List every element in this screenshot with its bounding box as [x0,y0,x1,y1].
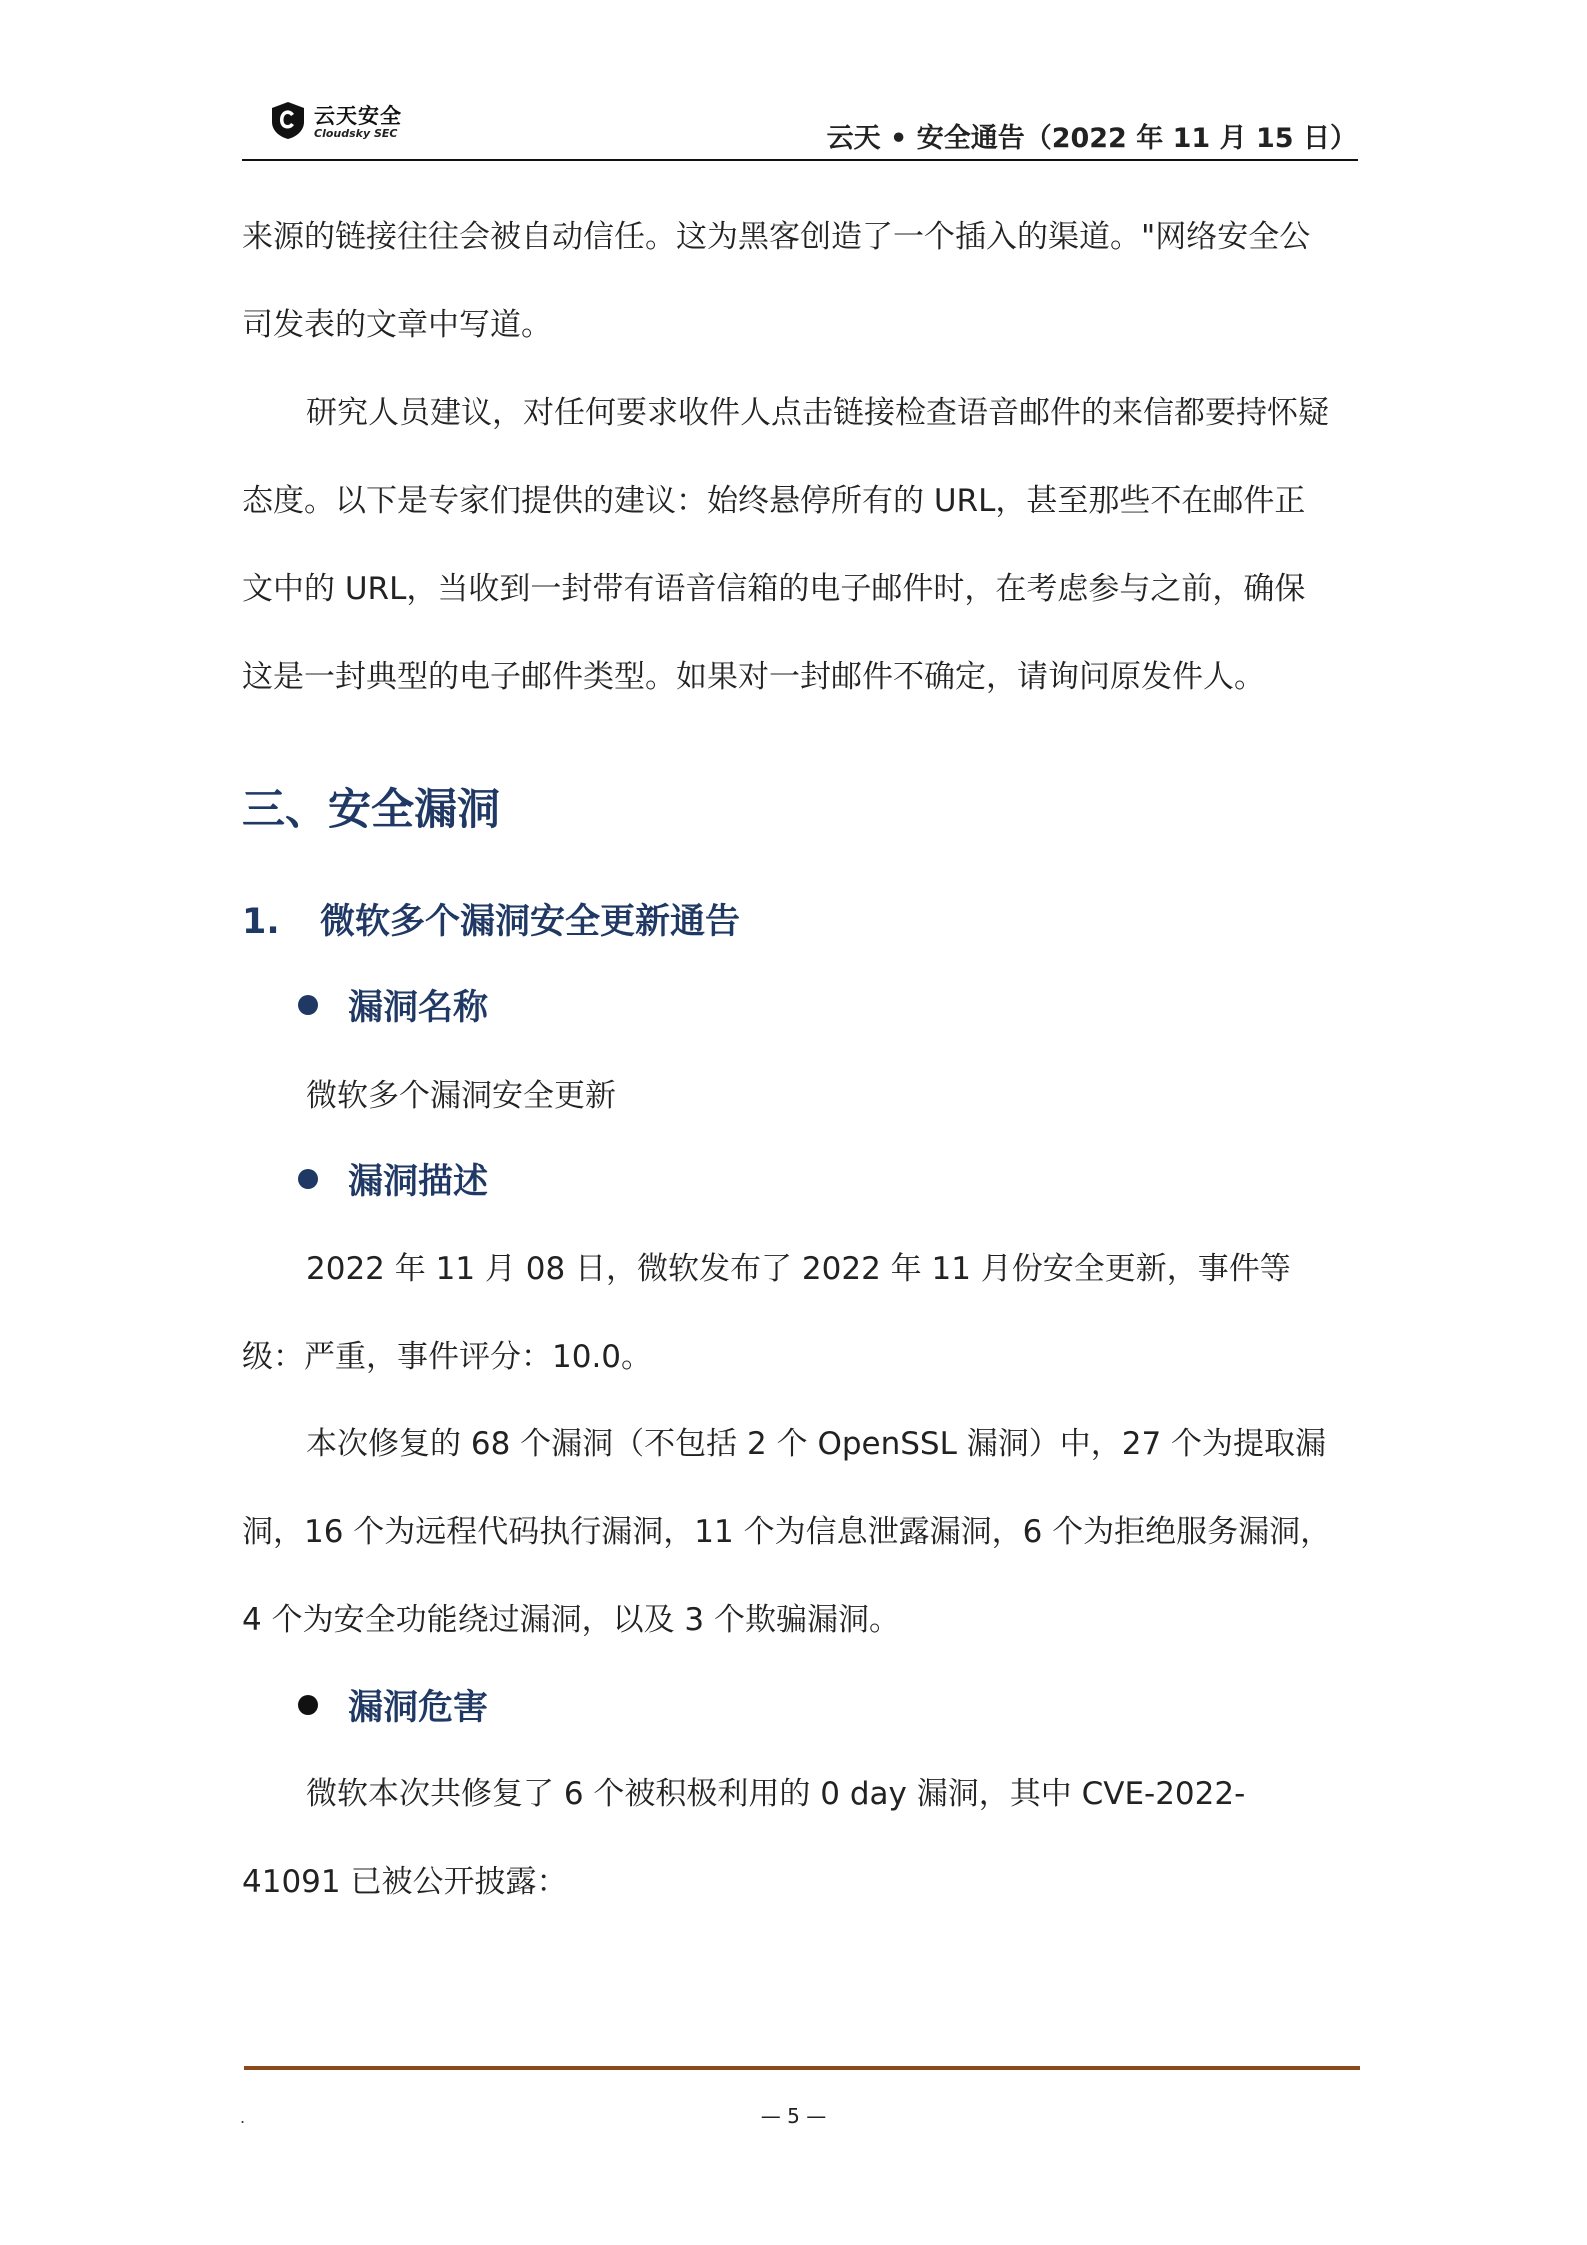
bullet-heading-description [298,1154,488,1204]
paragraph-3: 2022 年 11 月 08 日，微软发布了 2022 年 11 月份安全更新，事件等级：严重，事件评分：10.0。 [242,1251,1291,1375]
paragraph-4: 本次修复的 68 个漏洞（不包括 2 个 OpenSSL 漏洞）中，27 个为提取漏洞，16 个为远程代码执行漏洞，11 个为信息泄露漏洞，6 个为拒绝服务漏洞，4 个为安全功能绕过漏洞，以及 3 个欺骗漏洞。 [242,1426,1332,1638]
bullet-heading-name [298,980,488,1030]
page-number: — 5 — [760,2104,827,2128]
logo-wordmark-cn: 云天安全 [314,104,402,128]
header-title: 云天 • 安全通告（2022 年 11 月 15 日） [826,123,1357,154]
paragraph-2: 研究人员建议，对任何要求收件人点击链接检查语音邮件的来信都要持怀疑态度。以下是专家们提供的建议：始终悬停所有的 URL，甚至那些不在邮件正文中的 URL，当收到一封带有语音信箱的电子邮件时，在考虑参与之前，确保这是一封典型的电子邮件类型。如果对一封邮件不确定，请询问原发件人。 [242,395,1329,695]
bullet-dot-icon [298,1695,318,1715]
section-heading: 三、安全漏洞 [242,785,500,835]
paragraph-1: 来源的链接往往会被自动信任。这为黑客创造了一个插入的渠道。"网络安全公司发表的文章中写道。 [242,219,1311,343]
bullet-dot-icon [298,995,318,1015]
bullet-heading-text: 漏洞名称 [348,988,489,1028]
bullet-heading-text: 漏洞描述 [348,1162,489,1202]
subsection-heading [242,894,740,944]
bullet-dot-icon [298,1169,318,1189]
vuln-name-text: 微软多个漏洞安全更新 [306,1078,616,1114]
logo-wordmark-en: Cloudsky SEC [314,127,398,140]
subsection-title: 微软多个漏洞安全更新通告 [320,902,741,942]
bullet-heading-impact [298,1680,488,1730]
header-divider [242,159,1358,161]
footer-mark: . [240,2108,246,2127]
paragraph-5: 微软本次共修复了 6 个被积极利用的 0 day 漏洞，其中 CVE-2022-41091 已被公开披露： [242,1776,1246,1900]
cloudsky-shield-icon [268,100,308,140]
subsection-number: 1. [242,902,280,942]
bullet-heading-text: 漏洞危害 [348,1688,489,1728]
footer-divider [244,2066,1360,2070]
